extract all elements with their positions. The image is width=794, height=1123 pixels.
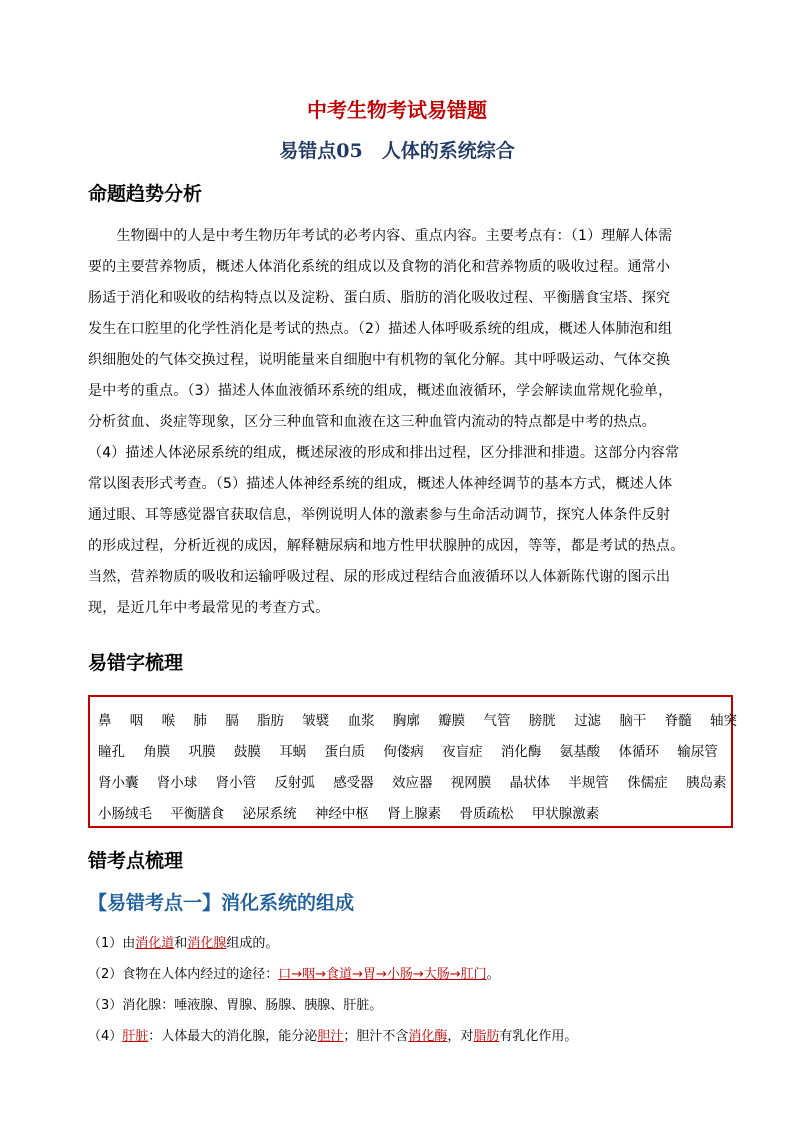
underlined-term: 消化道	[135, 936, 175, 951]
word: 耳蜗	[279, 744, 307, 760]
word: 肾小管	[215, 775, 257, 791]
paragraph-line: 要的主要营养物质，概述人体消化系统的组成以及食物的消化和营养物质的吸收过程。通常小	[88, 259, 671, 275]
word: 晶状体	[509, 775, 551, 791]
word: 泌尿系统	[242, 806, 297, 822]
item-text: ；胆汁不含	[343, 1029, 409, 1044]
word: 膀胱	[528, 713, 556, 729]
paragraph-line: 是中考的重点。（3）描述人体血液循环系统的组成，概述血液循环，学会解读血常规化验单，	[88, 383, 673, 399]
word: 体循环	[618, 744, 659, 760]
word: 咽	[129, 713, 144, 729]
word: 佝偻病	[383, 744, 424, 760]
word: 鼻	[98, 713, 112, 729]
paragraph-line: 生物圈中的人是中考生物历年考试的必考内容、重点内容。主要考点有：（1）理解人体需	[88, 228, 673, 244]
word-row	[98, 799, 723, 830]
word: 脑干	[619, 713, 647, 729]
word: 鼓膜	[233, 744, 261, 760]
page-title: 中考生物考试易错题	[307, 98, 487, 122]
word: 蛋白质	[324, 744, 365, 760]
word: 夜盲症	[442, 744, 483, 760]
item-text: （3）消化腺：唾液腺、胃腺、肠腺、胰腺、肝脏。	[88, 998, 383, 1013]
word-row	[98, 706, 737, 737]
point-title: 【易错考点一】消化系统的组成	[88, 892, 355, 914]
list-item	[88, 996, 382, 1016]
word: 膈	[225, 713, 239, 729]
paragraph-line: 发生在口腔里的化学性消化是考试的热点。（2）描述人体呼吸系统的组成，概述人体肺泡和组	[88, 321, 673, 337]
item-text: ，对	[447, 1029, 474, 1044]
list-item	[88, 1027, 577, 1047]
item-text: （1）由	[88, 936, 136, 951]
word: 肾上腺素	[387, 806, 442, 822]
paragraph-line: 现，是近几年中考最常见的考查方式。	[88, 600, 330, 616]
word-row	[98, 737, 723, 768]
underlined-term: 消化腺	[187, 936, 227, 951]
item-text: 和	[174, 936, 188, 951]
item-text: 有乳化作用。	[499, 1029, 578, 1044]
word: 皱襞	[302, 713, 330, 729]
word: 消化酶	[500, 744, 542, 760]
section-heading-trend: 命题趋势分析	[88, 183, 203, 205]
section-heading-words: 易错字梳理	[88, 652, 184, 674]
word: 胰岛素	[685, 775, 727, 791]
word: 侏儒症	[627, 775, 668, 791]
underlined-term: 肝脏	[122, 1029, 149, 1044]
word: 氨基酸	[559, 744, 601, 760]
word: 骨质疏松	[459, 806, 514, 822]
word: 脂肪	[256, 713, 284, 729]
word: 脊髓	[664, 713, 692, 729]
word-box	[88, 695, 737, 828]
word: 角膜	[143, 744, 171, 760]
word: 血浆	[347, 713, 375, 729]
word: 肾小球	[156, 775, 198, 791]
item-text: 。	[486, 967, 500, 982]
word: 肺	[193, 713, 207, 729]
word: 神经中枢	[314, 806, 369, 822]
list-item	[88, 934, 278, 954]
word: 胸廓	[392, 713, 420, 729]
underlined-term: 脂肪	[473, 1029, 500, 1044]
paragraph-line: 织细胞处的气体交换过程，说明能量来自细胞中有机物的氧化分解。其中呼吸运动、气体交换	[88, 352, 671, 368]
item-text: 组成的。	[226, 936, 279, 951]
word: 半规管	[568, 775, 609, 791]
word: 效应器	[391, 775, 433, 791]
paragraph-line: 常以图表形式考查。（5）描述人体神经系统的组成，概述人体神经调节的基本方式，概述人体	[88, 476, 673, 492]
word: 巩膜	[188, 744, 216, 760]
word: 瞳孔	[98, 744, 125, 760]
underlined-term: 胆汁	[317, 1029, 344, 1044]
paragraph-line: 肠适于消化和吸收的结构特点以及淀粉、蛋白质、脂肪的消化吸收过程、平衡膳食宝塔、探究	[88, 290, 671, 306]
item-text: （2）食物在人体内经过的途径：	[88, 967, 279, 982]
word: 感受器	[333, 775, 374, 791]
word: 肾小囊	[98, 775, 139, 791]
word: 输尿管	[677, 744, 718, 760]
page-subtitle: 易错点05 人体的系统综合	[279, 140, 515, 162]
word: 反射弧	[274, 775, 315, 791]
underlined-term: 消化酶	[408, 1029, 448, 1044]
word: 视网膜	[450, 775, 492, 791]
underlined-term: 口→咽→食道→胃→小肠→大肠→肛门	[278, 967, 487, 982]
word: 小肠绒毛	[98, 806, 152, 822]
word: 瓣膜	[438, 713, 466, 729]
word: 甲状腺激素	[531, 806, 600, 822]
word-row	[98, 768, 727, 799]
paragraph-line: 通过眼、耳等感觉器官获取信息，举例说明人体的激素参与生命活动调节，探究人体条件反射	[88, 507, 671, 523]
word: 过滤	[574, 713, 602, 729]
trend-paragraph	[88, 221, 708, 624]
item-text: ：人体最大的消化腺，能分泌	[148, 1029, 318, 1044]
paragraph-line: 当然，营养物质的吸收和运输呼吸过程、尿的形成过程结合血液循环以人体新陈代谢的图示出	[88, 569, 671, 585]
word: 气管	[483, 713, 511, 729]
paragraph-line: 分析贫血、炎症等现象，区分三种血管和血液在这三种血管内流动的特点都是中考的热点。	[88, 414, 656, 430]
word: 平衡膳食	[170, 806, 225, 822]
item-text: （4）	[88, 1029, 123, 1044]
paragraph-line: 的形成过程，分析近视的成因，解释糖尿病和地方性甲状腺肿的成因，等等，都是考试的热点。	[88, 538, 685, 554]
word: 喉	[161, 713, 176, 729]
word: 轴突	[709, 713, 737, 729]
section-heading-points: 错考点梳理	[88, 850, 184, 872]
paragraph-line: （4）描述人体泌尿系统的组成，概述尿液的形成和排出过程，区分排泄和排遗。这部分内容常	[88, 445, 680, 461]
list-item	[88, 965, 500, 985]
